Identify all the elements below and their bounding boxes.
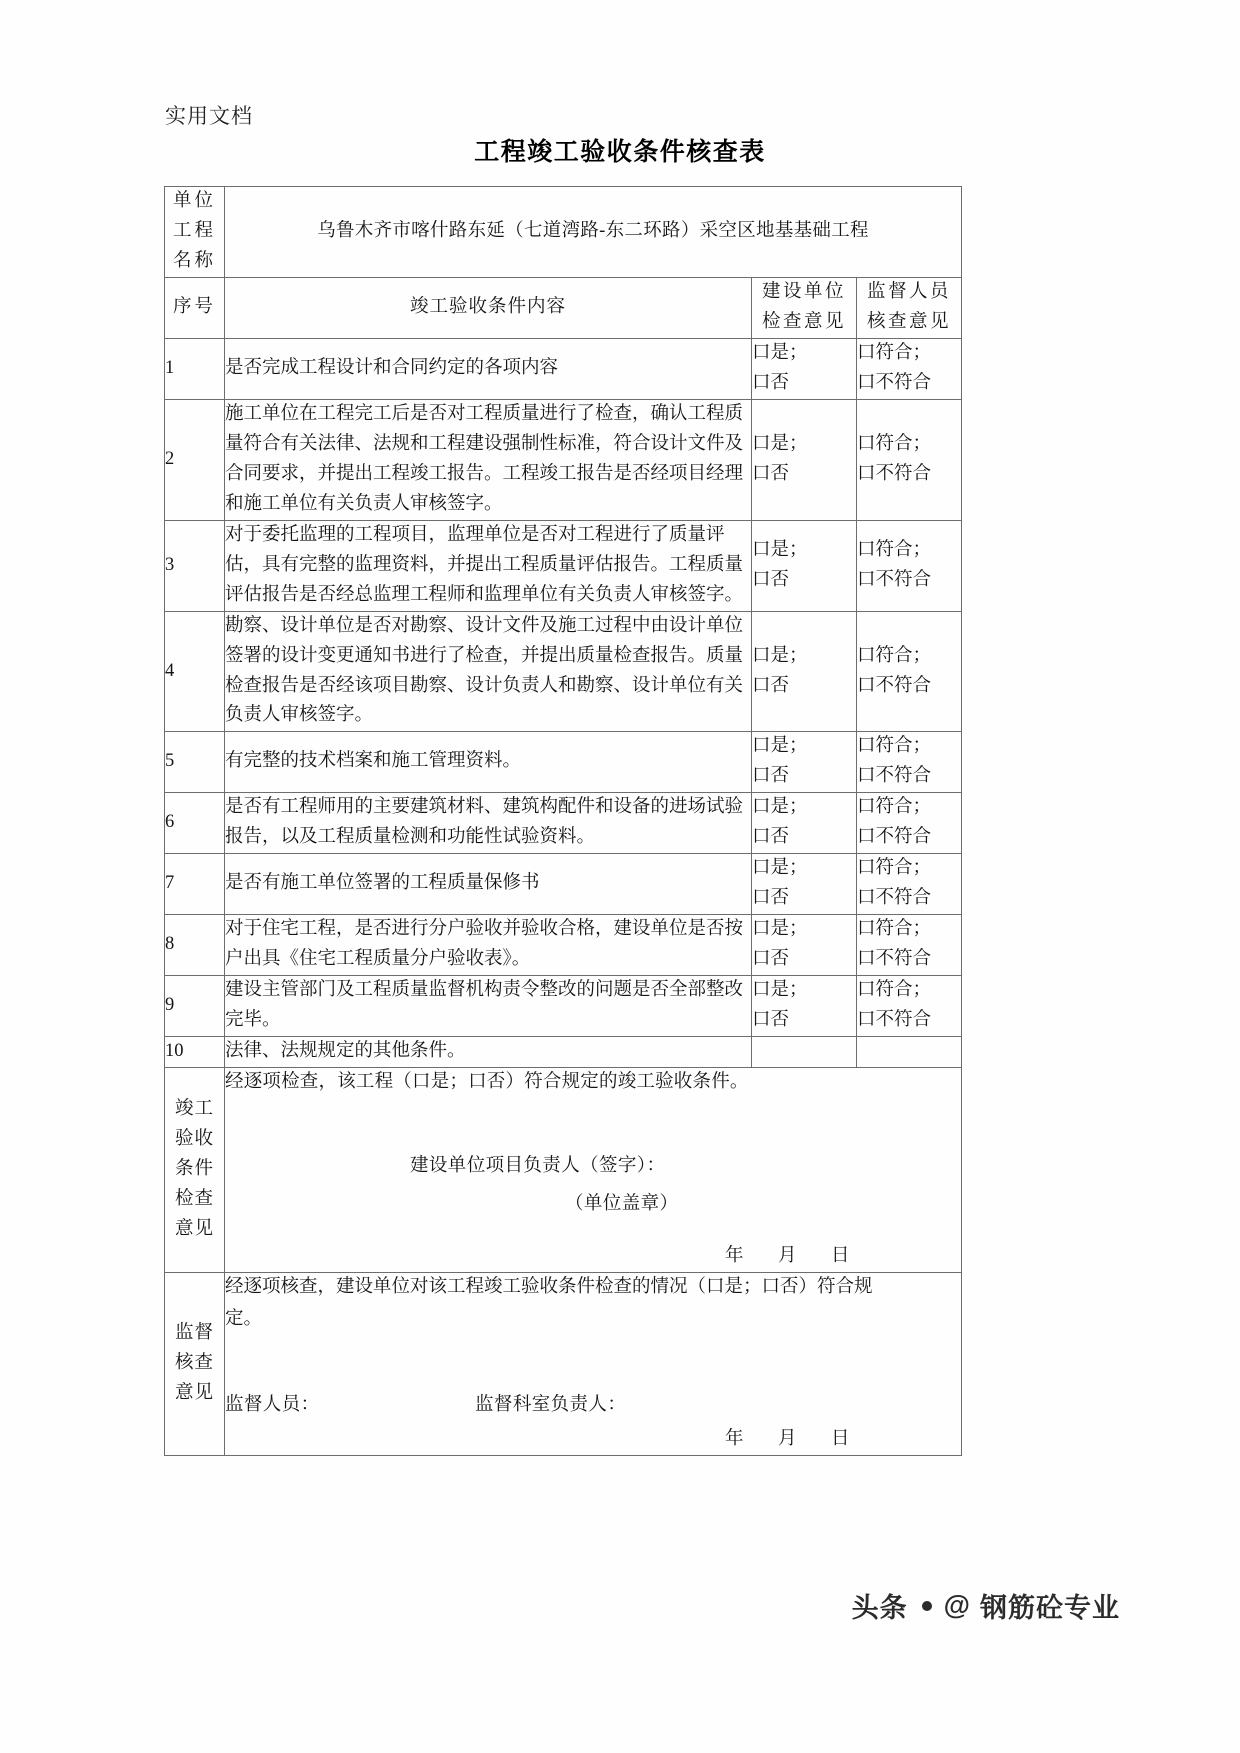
checkbox-nonconform[interactable]: 口不符合 <box>857 766 932 787</box>
table-row <box>165 732 962 793</box>
row-builder-checkboxes[interactable] <box>752 611 857 732</box>
checkbox-nonconform[interactable]: 口不符合 <box>857 372 932 393</box>
row-number: 9 <box>165 976 225 1037</box>
supervision-opinion-row <box>165 1272 962 1455</box>
table-row <box>165 854 962 915</box>
completion-label-char-5: 意见 <box>174 1218 214 1239</box>
row-supervisor-checkboxes[interactable] <box>857 611 962 732</box>
checkbox-yes[interactable]: 口是； <box>752 736 808 757</box>
row-number: 4 <box>165 611 225 732</box>
header-content: 竣工验收条件内容 <box>225 277 752 338</box>
table-row <box>165 338 962 399</box>
checkbox-yes[interactable]: 口是； <box>752 919 808 940</box>
checkbox-no[interactable]: 口否 <box>752 372 790 393</box>
checkbox-nonconform[interactable]: 口不符合 <box>857 949 932 970</box>
row-content: 建设主管部门及工程质量监督机构责令整改的问题是否全部整改完毕。 <box>225 976 752 1037</box>
row-number: 7 <box>165 854 225 915</box>
checkbox-conform[interactable]: 口符合； <box>857 736 932 757</box>
row-number: 3 <box>165 520 225 611</box>
row-builder-checkboxes[interactable] <box>752 854 857 915</box>
table-row <box>165 611 962 732</box>
checkbox-conform[interactable]: 口符合； <box>857 645 932 666</box>
checkbox-no[interactable]: 口否 <box>752 888 790 909</box>
table-header-row <box>165 277 962 338</box>
row-content: 法律、法规规定的其他条件。 <box>225 1037 752 1068</box>
completion-label-char-3: 条件 <box>174 1159 214 1180</box>
row-builder-checkboxes[interactable] <box>752 793 857 854</box>
row-supervisor-checkboxes[interactable] <box>857 1037 962 1068</box>
completion-opinion-label <box>165 1068 225 1273</box>
header-builder-opinion <box>752 277 857 338</box>
row-supervisor-checkboxes[interactable] <box>857 915 962 976</box>
checkbox-yes[interactable]: 口是； <box>752 342 808 363</box>
checkbox-nonconform[interactable]: 口不符合 <box>857 463 932 484</box>
row-supervisor-checkboxes[interactable] <box>857 854 962 915</box>
completion-opinion-text: 经逐项检查，该工程（口是；口否）符合规定的竣工验收条件。 <box>225 1072 749 1093</box>
header-builder-line2: 检查意见 <box>761 311 846 332</box>
row-content: 是否完成工程设计和合同约定的各项内容 <box>225 338 752 399</box>
header-builder-line1: 建设单位 <box>761 281 846 302</box>
checkbox-yes[interactable]: 口是； <box>752 539 808 560</box>
supervision-text-line2: 定。 <box>225 1308 263 1329</box>
row-number: 2 <box>165 399 225 520</box>
checkbox-conform[interactable]: 口符合； <box>857 342 932 363</box>
watermark-dot-icon <box>922 1601 932 1611</box>
row-content: 勘察、设计单位是否对勘察、设计文件及施工过程中由设计单位签署的设计变更通知书进行了检查，并提出质量检查报告。质量检查报告是否经该项目勘察、设计负责人和勘察、设计单位有关负责人审核签字。 <box>225 611 752 732</box>
row-builder-checkboxes[interactable] <box>752 976 857 1037</box>
checkbox-no[interactable]: 口否 <box>752 827 790 848</box>
row-supervisor-checkboxes[interactable] <box>857 732 962 793</box>
table-row <box>165 520 962 611</box>
supervision-signature-row <box>225 1391 961 1421</box>
checkbox-conform[interactable]: 口符合； <box>857 919 932 940</box>
supervision-label-char-2: 核查 <box>174 1352 214 1373</box>
checkbox-yes[interactable]: 口是； <box>752 433 808 454</box>
checkbox-yes[interactable]: 口是； <box>752 645 808 666</box>
checklist-table-wrapper <box>164 186 961 1456</box>
header-supervisor-line1: 监督人员 <box>867 281 952 302</box>
checkbox-nonconform[interactable]: 口不符合 <box>857 888 932 909</box>
header-no: 序号 <box>165 277 225 338</box>
checkbox-yes[interactable]: 口是； <box>752 980 808 1001</box>
checkbox-nonconform[interactable]: 口不符合 <box>857 675 932 696</box>
checkbox-conform[interactable]: 口符合； <box>857 433 932 454</box>
checkbox-conform[interactable]: 口符合； <box>857 858 932 879</box>
completion-label-char-1: 竣工 <box>174 1099 214 1120</box>
row-number: 10 <box>165 1037 225 1068</box>
table-row <box>165 399 962 520</box>
checkbox-conform[interactable]: 口符合； <box>857 797 932 818</box>
checkbox-conform[interactable]: 口符合； <box>857 539 932 560</box>
completion-label-char-4: 检查 <box>174 1189 214 1210</box>
watermark <box>852 1586 1120 1625</box>
header-supervisor-opinion <box>857 277 962 338</box>
supervision-department-label[interactable]: 监督科室负责人： <box>475 1394 627 1415</box>
checkbox-no[interactable]: 口否 <box>752 1010 790 1031</box>
checkbox-nonconform[interactable]: 口不符合 <box>857 827 932 848</box>
supervision-text-line1: 经逐项核查，建设单位对该工程竣工验收条件检查的情况（口是；口否）符合规 <box>225 1276 873 1297</box>
checklist-table <box>164 186 962 1456</box>
supervision-label-char-1: 监督 <box>174 1322 214 1343</box>
table-row <box>165 793 962 854</box>
completion-label-char-2: 验收 <box>174 1129 214 1150</box>
page-header-note: 实用文档 <box>165 104 253 128</box>
table-row <box>165 976 962 1037</box>
watermark-at-icon: @ <box>943 1590 970 1620</box>
row-builder-checkboxes[interactable] <box>752 732 857 793</box>
supervision-date-label[interactable]: 年 月 日 <box>725 1428 858 1449</box>
checkbox-yes[interactable]: 口是； <box>752 858 808 879</box>
row-content: 施工单位在工程完工后是否对工程质量进行了检查，确认工程质量符合有关法律、法规和工程建设强制性标准，符合设计文件及合同要求，并提出工程竣工报告。工程竣工报告是否经项目经理和施工单位有关负责人审核签字。 <box>225 399 752 520</box>
watermark-account: 钢筋砼专业 <box>980 1593 1120 1623</box>
row-supervisor-checkboxes[interactable] <box>857 976 962 1037</box>
checkbox-yes[interactable]: 口是； <box>752 797 808 818</box>
completion-opinion-body <box>225 1068 962 1273</box>
header-supervisor-line2: 核查意见 <box>867 311 952 332</box>
checkbox-no[interactable]: 口否 <box>752 675 790 696</box>
row-builder-checkboxes[interactable] <box>752 520 857 611</box>
row-builder-checkboxes[interactable] <box>752 915 857 976</box>
table-row <box>165 915 962 976</box>
project-name-row <box>165 187 962 278</box>
completion-seal-label: （单位盖章） <box>565 1194 679 1215</box>
table-row <box>165 1037 962 1068</box>
watermark-source: 头条 <box>851 1593 908 1623</box>
checkbox-nonconform[interactable]: 口不符合 <box>857 1010 932 1031</box>
page-title: 工程竣工验收条件核查表 <box>474 139 766 166</box>
row-content: 对于委托监理的工程项目，监理单位是否对工程进行了质量评估，具有完整的监理资料，并提出工程质量评估报告。工程质量评估报告是否经总监理工程师和监理单位有关负责人审核签字。 <box>225 520 752 611</box>
row-supervisor-checkboxes[interactable] <box>857 399 962 520</box>
row-supervisor-checkboxes[interactable] <box>857 338 962 399</box>
row-builder-checkboxes[interactable] <box>752 338 857 399</box>
row-number: 6 <box>165 793 225 854</box>
supervision-opinion-label <box>165 1272 225 1455</box>
checkbox-no[interactable]: 口否 <box>752 569 790 590</box>
row-supervisor-checkboxes[interactable] <box>857 520 962 611</box>
row-content: 有完整的技术档案和施工管理资料。 <box>225 732 752 793</box>
row-content: 是否有工程师用的主要建筑材料、建筑构配件和设备的进场试验报告，以及工程质量检测和功能性试验资料。 <box>225 793 752 854</box>
row-content: 对于住宅工程，是否进行分户验收并验收合格，建设单位是否按户出具《住宅工程质量分户验收表》。 <box>225 915 752 976</box>
row-content: 是否有施工单位签署的工程质量保修书 <box>225 854 752 915</box>
completion-opinion-row <box>165 1068 962 1273</box>
row-number: 1 <box>165 338 225 399</box>
checkbox-no[interactable]: 口否 <box>752 766 790 787</box>
checkbox-conform[interactable]: 口符合； <box>857 980 932 1001</box>
completion-date-label[interactable]: 年 月 日 <box>725 1246 858 1266</box>
row-builder-checkboxes[interactable] <box>752 399 857 520</box>
checkbox-nonconform[interactable]: 口不符合 <box>857 569 932 590</box>
supervision-person-label[interactable]: 监督人员： <box>225 1394 320 1415</box>
project-name-label: 单位工程名称 <box>165 187 225 278</box>
row-builder-checkboxes[interactable] <box>752 1037 857 1068</box>
supervision-label-char-3: 意见 <box>174 1382 214 1403</box>
checkbox-no[interactable]: 口否 <box>752 949 790 970</box>
checkbox-no[interactable]: 口否 <box>752 463 790 484</box>
row-supervisor-checkboxes[interactable] <box>857 793 962 854</box>
project-name-value: 乌鲁木齐市喀什路东延（七道湾路-东二环路）采空区地基基础工程 <box>225 187 962 278</box>
row-number: 5 <box>165 732 225 793</box>
supervision-opinion-body <box>225 1272 962 1455</box>
completion-signature-label[interactable]: 建设单位项目负责人（签字）： <box>410 1156 666 1177</box>
row-number: 8 <box>165 915 225 976</box>
